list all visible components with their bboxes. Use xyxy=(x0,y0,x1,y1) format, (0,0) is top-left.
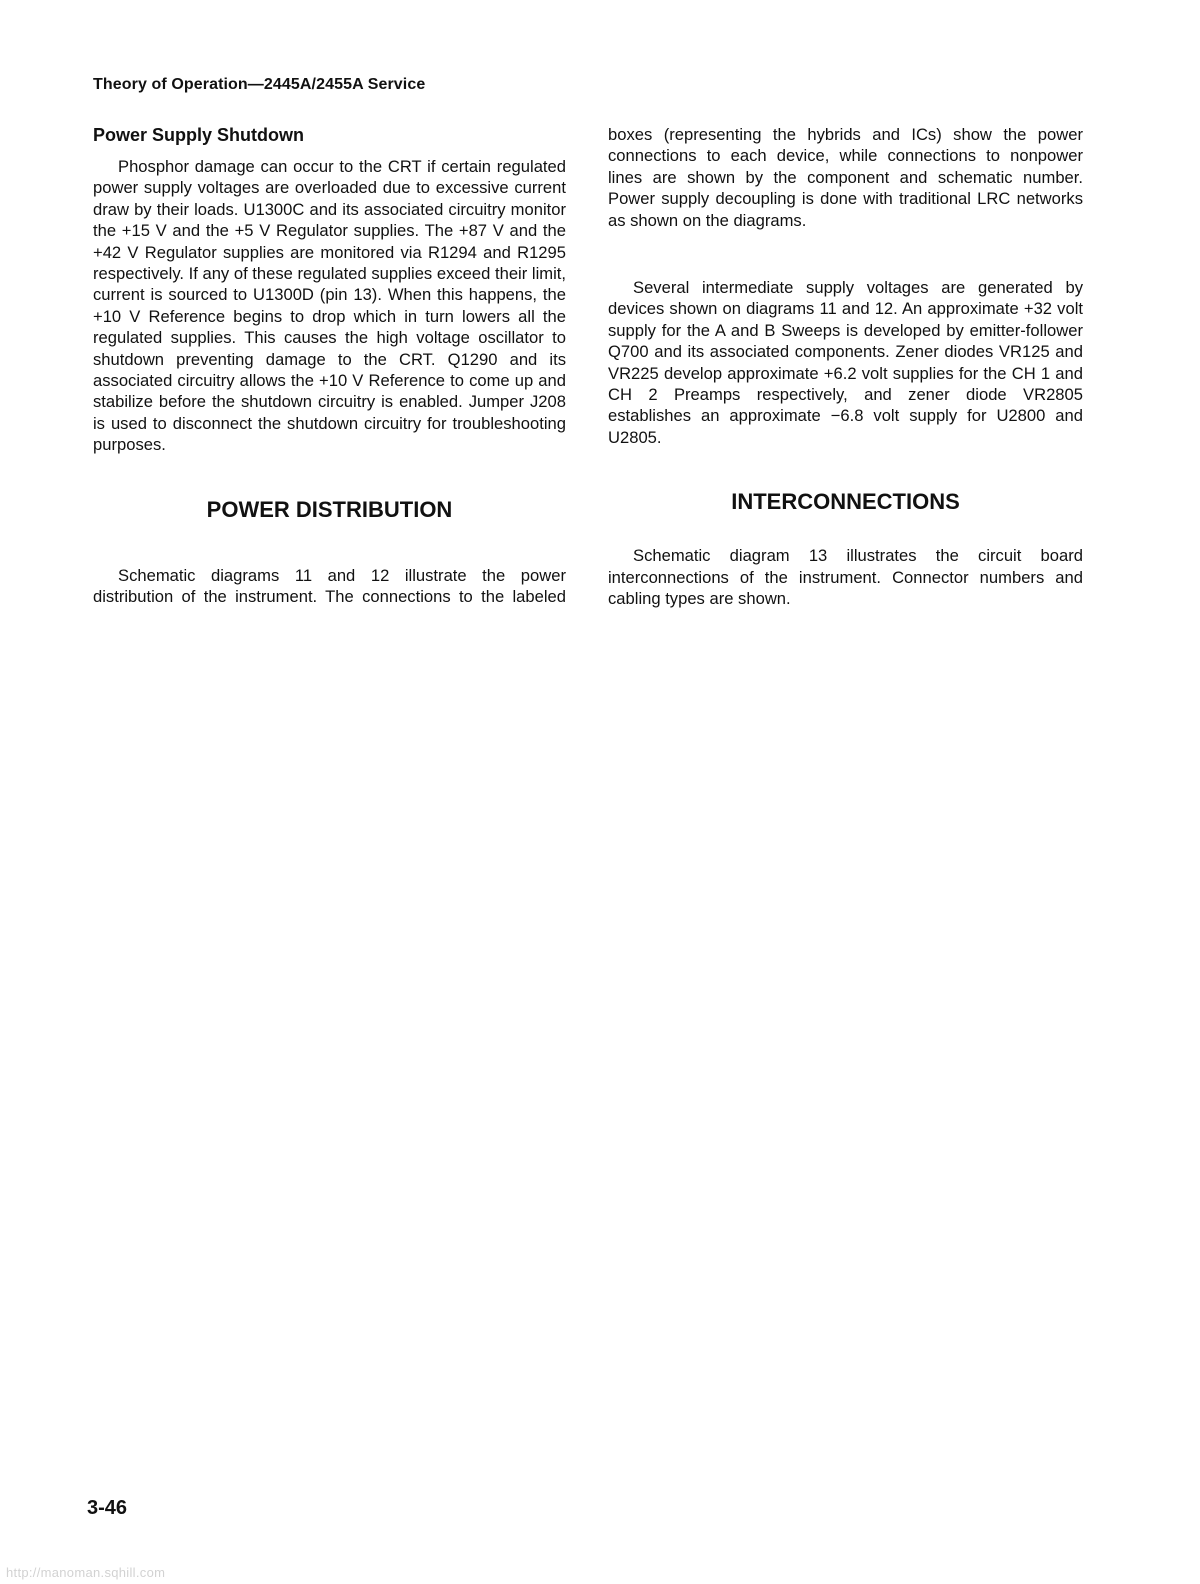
power-distribution-heading: POWER DISTRIBUTION xyxy=(206,496,453,522)
watermark-url: http://manoman.sqhill.com xyxy=(6,1565,166,1580)
intermediate-supplies-paragraph: Several intermediate supply voltages are generated by devices shown on diagrams 11 and 12. An approximate +32 volt supply for the A and B Sweeps is developed by emitter-follower Q700 and its associated components. Zener diodes VR125 and VR225 develop approximate +6.2 volt supplies for the CH 1 and CH 2 Preamps respectively, and zener diode VR2805 establishes an approximate −6.8 volt supply for U2800 and U2805. xyxy=(608,278,1083,447)
right-column xyxy=(608,124,1083,610)
interconnections-heading: INTERCONNECTIONS xyxy=(731,489,960,515)
distribution-paragraph-start: Schematic diagrams 11 and 12 illustrate the power distribution of the instrument. The connections to the labeled xyxy=(93,565,566,607)
page-number: 3-46 xyxy=(87,1497,128,1519)
running-header: Theory of Operation—2445A/2455A Service xyxy=(93,76,426,93)
power-supply-shutdown-subheading: Power Supply Shutdown xyxy=(93,125,304,145)
shutdown-paragraph: Phosphor damage can occur to the CRT if certain regulated power supply voltages are overloaded due to excessive current draw by their loads. U1300C and its associated circuitry monitor the +15 V and the +5 V Regulator supplies. The +87 V and the +42 V Regulator supplies are monitored via R1294 and R1295 respectively. If any of these regulated supplies exceed their limit, current is sourced to U1300D (pin 13). When this happens, the +10 V Reference begins to drop which in turn lowers all the regulated supplies. This causes the high voltage oscillator to shutdown preventing damage to the CRT. Q1290 and its associated circuitry allows the +10 V Reference to come up and stabilize before the shutdown circuitry is enabled. Jumper J208 is used to disconnect the shutdown circuitry for troubleshooting purposes. xyxy=(93,157,566,455)
left-column xyxy=(93,124,566,608)
interconnections-paragraph: Schematic diagram 13 illustrates the circuit board interconnections of the instrument. Connector numbers and cabling types are shown. xyxy=(608,546,1083,609)
distribution-paragraph-end: boxes (representing the hybrids and ICs) show the power connections to each device, while connections to nonpower lines are shown by the component and schematic number. Power supply decoupling is done with traditional LRC networks as shown on the diagrams. xyxy=(608,125,1083,230)
